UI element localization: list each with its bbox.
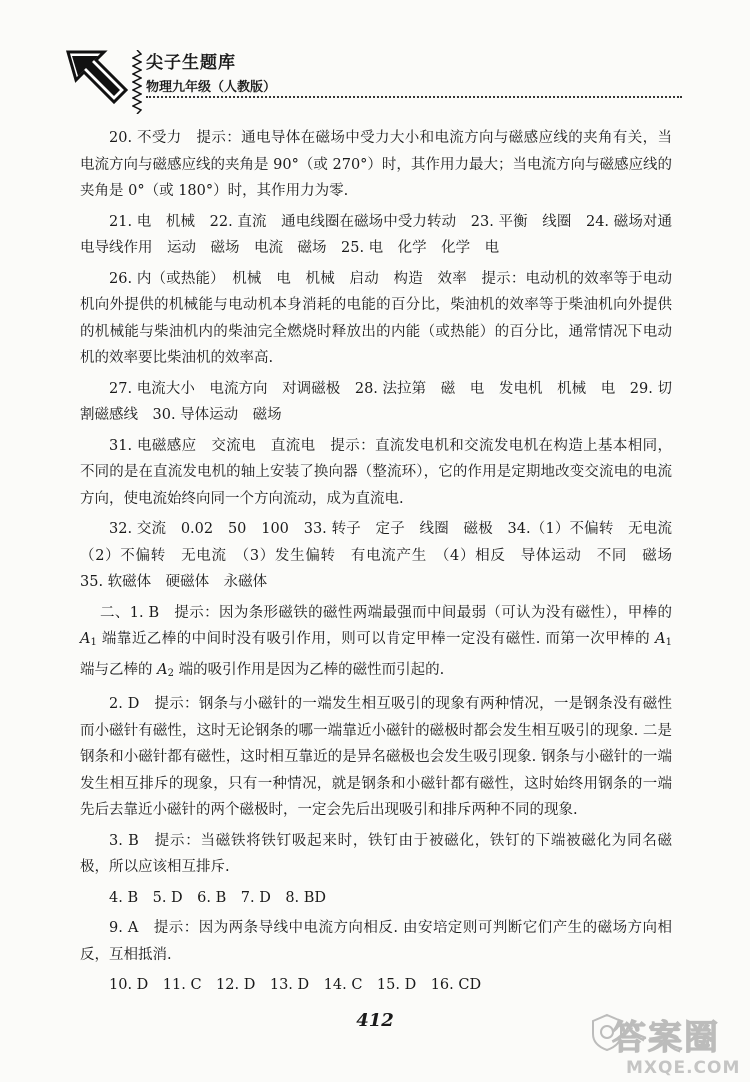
section-2-answers-4-8: 4. B 5. D 6. B 7. D 8. BD [109, 889, 327, 906]
section-2-answers-10-16: 10. D 11. C 12. D 13. D 14. C 15. D 16. CD [109, 977, 482, 993]
section-2-answer-2: 2. D 提示：钢条与小磁针的一端发生相互吸引的现象有两种情况，一是钢条没有磁性而小磁针有磁性，这时无论钢条的哪一端靠近小磁针的磁极时都会发生相互吸引的现象. 二是钢条和小磁针都有磁性，这时相互靠近的是异名磁极也会发生吸引现象. 钢条与小磁针的一端发生相互排斥的现象，只有一种情况，就是钢条和小磁针都有磁性，这时始终用钢条的一端先后去靠近小磁针的两个磁极时，一定会先后出现吸引和排斥两种不同的现象. [80, 696, 672, 818]
watermark-site-text: MXQE.COM [626, 1058, 741, 1078]
answer-27-30: 27. 电流大小 电流方向 对调磁极 28. 法拉第 磁 电 发电机 机械 电 29. 切割磁感线 30. 导体运动 磁场 [80, 380, 672, 423]
book-subtitle: 物理九年级（人教版） [146, 80, 277, 95]
brand-title: 尖子生题库 [146, 53, 236, 73]
page-header [62, 42, 682, 122]
arrow-logo-icon [62, 42, 132, 122]
answer-content [80, 125, 687, 1003]
answer-32-35: 32. 交流 0.02 50 100 33. 转子 定子 线圈 磁极 34.（1）不偏转 无电流 （2）不偏转 无电流 （3）发生偏转 有电流产生 （4）相反 导体运动 不同 磁场 35. 软磁体 硬磁体 永磁体 [80, 521, 687, 590]
section-2-answer-1: 二、1. B 提示：因为条形磁铁的磁性两端最强而中间最弱（可认为没有磁性），甲棒的 $A_1$ 端靠近乙棒的中间时没有吸引作用，则可以肯定甲棒一定没有磁性. 而第一次甲棒的 $A_1$ 端与乙棒的 $A_2$ 端的吸引作用是因为乙棒的磁性而引起的. [80, 604, 672, 679]
page-number: 412 [356, 1010, 394, 1031]
answer-26: 26. 内（或热能） 机械 电 机械 启动 构造 效率 提示：电动机的效率等于电动机向外提供的机械能与电动机本身消耗的电能的百分比，柴油机的效率等于柴油机向外提供的机械能与柴油机内的柴油完全燃烧时释放出的内能（或热能）的百分比，通常情况下电动机的效率要比柴油机的效率高. [80, 270, 672, 366]
zigzag-divider-icon [132, 50, 142, 114]
answer-20: 20. 不受力 提示：通电导体在磁场中受力大小和电流方向与磁感应线的夹角有关，当电流方向与磁感应线的夹角是 90°（或 270°）时，其作用力最大；当电流方向与磁感应线的夹角是 0°（或 180°）时，其作用力为零. [80, 130, 672, 199]
section-2-answer-9: 9. A 提示：因为两条导线中电流方向相反. 由安培定则可判断它们产生的磁场方向相反，互相抵消. [80, 920, 672, 963]
header-dotted-rule [146, 96, 682, 98]
section-2-answer-3: 3. B 提示：当磁铁将铁钉吸起来时，铁钉由于被磁化，铁钉的下端被磁化为同名磁极，所以应该相互排斥. [80, 832, 672, 875]
answer-21-25: 21. 电 机械 22. 直流 通电线圈在磁场中受力转动 23. 平衡 线圈 24. 磁场对通电导线作用 运动 磁场 电流 磁场 25. 电 化学 化学 电 [80, 213, 672, 256]
watermark-top-text: 答案圈 [612, 1018, 720, 1058]
watermark [590, 1008, 750, 1082]
answer-31: 31. 电磁感应 交流电 直流电 提示：直流发电机和交流发电机在构造上基本相同，不同的是在直流发电机的轴上安装了换向器（整流环），它的作用是定期地改变交流电的电流方向，使电流始终向同一个方向流动，成为直流电. [80, 437, 672, 507]
